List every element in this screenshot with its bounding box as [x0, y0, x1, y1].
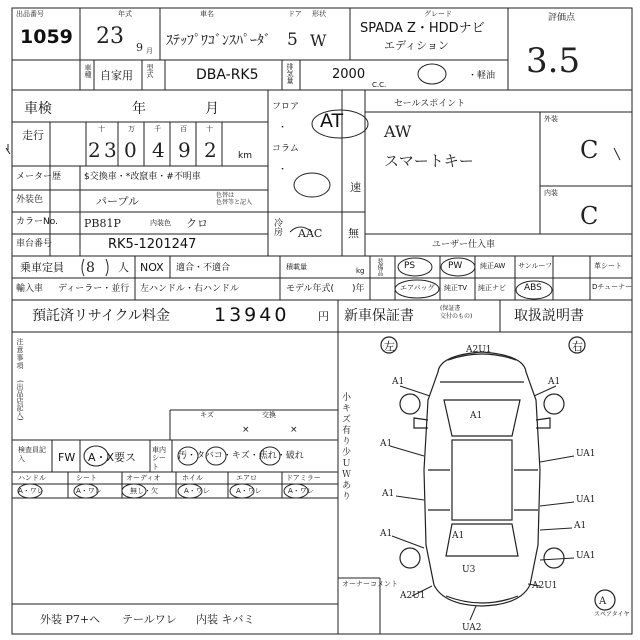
mark-ua2: UA2: [462, 623, 482, 633]
defect-value-handle: A・ワレ: [18, 487, 44, 495]
chassis-label: 車台番号: [16, 239, 53, 249]
mark-a1-rear: A1: [452, 531, 465, 541]
tire-rr: [544, 548, 564, 568]
color-value: パープル: [96, 195, 140, 208]
owner-comment-label: オーナーコメント: [342, 580, 398, 588]
equip-genuine-tv: 純正TV: [444, 284, 468, 292]
mileage-digit-1: 3: [104, 138, 117, 162]
mark-a1-fl: A1: [392, 377, 405, 387]
diagram-right-label: 右: [572, 340, 583, 353]
nox-label: NOX: [140, 261, 164, 274]
import-handle: 左ハンドル・右ハンドル: [140, 284, 240, 294]
right-mirror: [536, 418, 550, 428]
warranty-note: (保証書 交付のもの): [440, 305, 473, 320]
mark-ua1-r4: UA1: [576, 551, 596, 561]
mark-a1-l2: A1: [382, 489, 395, 499]
shaken-month-unit: 月: [205, 101, 219, 117]
digit-header-3: 百: [180, 125, 187, 133]
equip-pw: PW: [448, 261, 463, 271]
diagram-left-label: 左: [384, 340, 395, 353]
recycle-label: 預託済リサイクル料金: [32, 308, 171, 324]
year-value: 23: [96, 24, 124, 49]
dot-2: ・: [278, 165, 288, 175]
score-value: 3.5: [526, 41, 581, 81]
mark-a1-fr: A1: [548, 377, 561, 387]
equip-sunroof: サンルーフ: [518, 262, 553, 270]
displacement-value: 2000: [332, 67, 366, 82]
score-label: 評価点: [548, 13, 576, 23]
mark-u3: U3: [462, 565, 476, 575]
dot-1: ・: [278, 123, 288, 133]
defect-header-aero: エアロ: [236, 474, 257, 482]
roof: [452, 440, 512, 520]
footer-note-2: テールワレ: [122, 613, 177, 626]
seat-label: 車内シート: [152, 446, 166, 471]
fuel-value: ・軽油: [468, 71, 496, 81]
tire-rl: [400, 548, 420, 568]
chassis-value: RK5-1201247: [108, 237, 197, 252]
spare-tire-circle: [595, 590, 615, 610]
interior-label: 内装色: [150, 219, 171, 227]
digit-header-2: 千: [154, 125, 161, 133]
floor-label: フロア: [272, 102, 300, 112]
mileage-digit-5: 2: [204, 138, 217, 162]
model-value: DBA-RK5: [196, 67, 259, 83]
body-shape: W: [310, 31, 327, 50]
notes-title: 注意事項: [16, 338, 24, 370]
inspector-label: 検査員記入: [18, 446, 46, 464]
defect-value-seat: A・ワレ: [76, 487, 102, 495]
notes-sub: (出品店記入): [16, 380, 24, 421]
mark-ua1-r1: UA1: [576, 449, 596, 459]
notes-x-2: ×: [290, 425, 298, 435]
defect-header-mirror: ドアミラー: [286, 474, 321, 482]
color-no-label: カラーNo.: [16, 217, 58, 227]
footer-note-3: 内装 キバミ: [196, 613, 255, 626]
sales-point-line1: AW: [384, 122, 412, 141]
left-mirror: [414, 418, 428, 428]
tire-fr: [544, 394, 564, 414]
import-year-paren: )年: [352, 284, 365, 294]
mileage-digit-3: 4: [152, 138, 165, 162]
interior-grade-label: 内装: [544, 189, 558, 197]
equip-airbag: エアバッグ: [400, 284, 435, 292]
km-unit: km: [238, 151, 252, 161]
interior-value: クロ: [186, 217, 208, 230]
usage-label: 車種: [84, 64, 92, 78]
mileage-digit-4: 9: [178, 138, 191, 162]
fw-label: FW: [58, 451, 76, 464]
mileage-digit-0: 2: [88, 138, 101, 162]
usage-value: 自家用: [100, 69, 133, 82]
recycle-unit: 円: [318, 310, 329, 323]
defect-header-wheel: ホイル: [182, 474, 203, 482]
shape-label: 形状: [312, 10, 326, 18]
door-label: ドア: [288, 10, 302, 18]
notes-scratch-label: キズ: [200, 411, 214, 419]
mark-front: A2U1: [466, 345, 492, 355]
mark-a1-hood: A1: [470, 411, 483, 421]
meter-label: メーター歴: [16, 172, 62, 182]
mark-a1-l1: A1: [380, 439, 393, 449]
mileage-label: 走行: [22, 129, 44, 142]
ac-value: AAC: [298, 227, 323, 240]
month-suffix: 月: [146, 47, 153, 55]
lot-label: 出品番号: [16, 10, 44, 18]
door-count: 5: [287, 30, 298, 50]
capacity-value: 8: [86, 260, 95, 276]
spare-tire-label: スペアタイヤ: [594, 611, 630, 618]
sales-point-label: セールスポイント: [394, 99, 466, 109]
defect-header-seat: シート: [76, 474, 97, 482]
meter-options: $交換車・*改竄車・#不明車: [84, 172, 201, 182]
car-body: [424, 352, 540, 606]
interior-grade: C: [580, 202, 599, 230]
diagram-side-text: 小キズ有り少ＵＷあり: [340, 392, 350, 502]
mark-a1-r3: A1: [574, 521, 587, 531]
grade-line2: エディション: [384, 39, 449, 52]
notes-replace-label: 交換: [262, 411, 276, 419]
model-label: 型式: [146, 64, 154, 78]
defect-header-audio: オーディオ: [126, 474, 161, 482]
grade-line1: SPADA Z・HDDナビ: [360, 21, 485, 36]
equip-d-tuner: Dチューナー: [592, 283, 633, 291]
mark-a1-l3: A1: [380, 529, 393, 539]
color-note: 色替は 色替等と記入: [216, 192, 253, 207]
user-label: ユーザー仕入車: [432, 240, 496, 250]
car-name-label: 車名: [200, 10, 214, 18]
lot-number: 1059: [20, 26, 73, 48]
displacement-label: 排気量: [286, 63, 294, 84]
mark-a2u1-rr: A2U1: [532, 581, 558, 591]
shift-value: AT: [320, 110, 344, 132]
column-label: コラム: [272, 144, 299, 154]
fw-value: A・X要ス: [88, 451, 137, 464]
equip-genuine-aw: 純正AW: [480, 262, 506, 270]
svg-text:A: A: [599, 596, 607, 607]
capacity-label: 乗車定員: [20, 261, 64, 274]
shaken-label: 車検: [24, 101, 52, 117]
color-label: 外装色: [16, 195, 44, 205]
manual-label: 取扱説明書: [514, 308, 584, 324]
defect-value-mirror: A・ワレ: [288, 487, 314, 495]
defect-header-handle: ハンドル: [18, 474, 46, 482]
new-car-warranty-label: 新車保証書: [344, 308, 414, 324]
none-label: 無: [348, 227, 359, 240]
import-model-year: モデル年式(: [286, 284, 335, 294]
rear-bumper: [446, 596, 518, 603]
exterior-grade-label: 外装: [544, 115, 558, 123]
mark-a2u1-rl: A2U1: [400, 591, 426, 601]
equip-genuine-navi: 純正ナビ: [478, 284, 506, 292]
digit-header-4: 十: [206, 125, 213, 133]
year-label: 年式: [118, 10, 132, 18]
defect-value-audio: 無し・欠: [130, 487, 158, 495]
sales-point-line2: スマートキー: [384, 152, 474, 170]
capacity-unit: 人: [118, 261, 129, 274]
cc-label: C.C.: [372, 81, 387, 89]
digit-header-0: 十: [98, 125, 105, 133]
month-value: 9: [136, 41, 143, 54]
notes-x-1: ×: [242, 425, 250, 435]
color-no-value: PB81P: [84, 217, 121, 230]
tire-fl: [400, 394, 420, 414]
recycle-amount: 13940: [214, 304, 290, 326]
seat-value: 汚・タバコ・キズ・焦れ・破れ: [178, 451, 304, 461]
nox-value: 適合・不適合: [176, 263, 231, 273]
equip-abs: ABS: [524, 283, 542, 293]
mileage-digit-2: 0: [124, 138, 137, 162]
ac-label: 冷房: [272, 218, 282, 236]
exterior-grade: C: [580, 136, 599, 164]
defect-value-wheel: A・ワレ: [184, 487, 210, 495]
grade-label: グレード: [424, 10, 452, 18]
speed-label: 速: [350, 181, 361, 194]
import-dealer: ディーラー・並行: [58, 284, 130, 294]
shaken-year-unit: 年: [132, 101, 146, 117]
load-unit: kg: [356, 267, 365, 275]
mark-ua1-r2: UA1: [576, 495, 596, 505]
digit-header-1: 万: [128, 125, 135, 133]
equip-leather: 革シート: [594, 262, 622, 270]
footer-note-1: 外装 P7+ヘ: [40, 613, 101, 626]
load-label: 積載量: [286, 263, 307, 271]
defect-value-aero: A・ワレ: [236, 487, 262, 495]
import-label: 輸入車: [16, 284, 44, 294]
equip-ps: PS: [404, 261, 416, 271]
car-name: ｽﾃｯﾌﾟﾜｺﾞﾝｽﾊﾟｰﾀﾞ: [166, 33, 271, 49]
equip-side-label: 装備品: [376, 258, 383, 276]
